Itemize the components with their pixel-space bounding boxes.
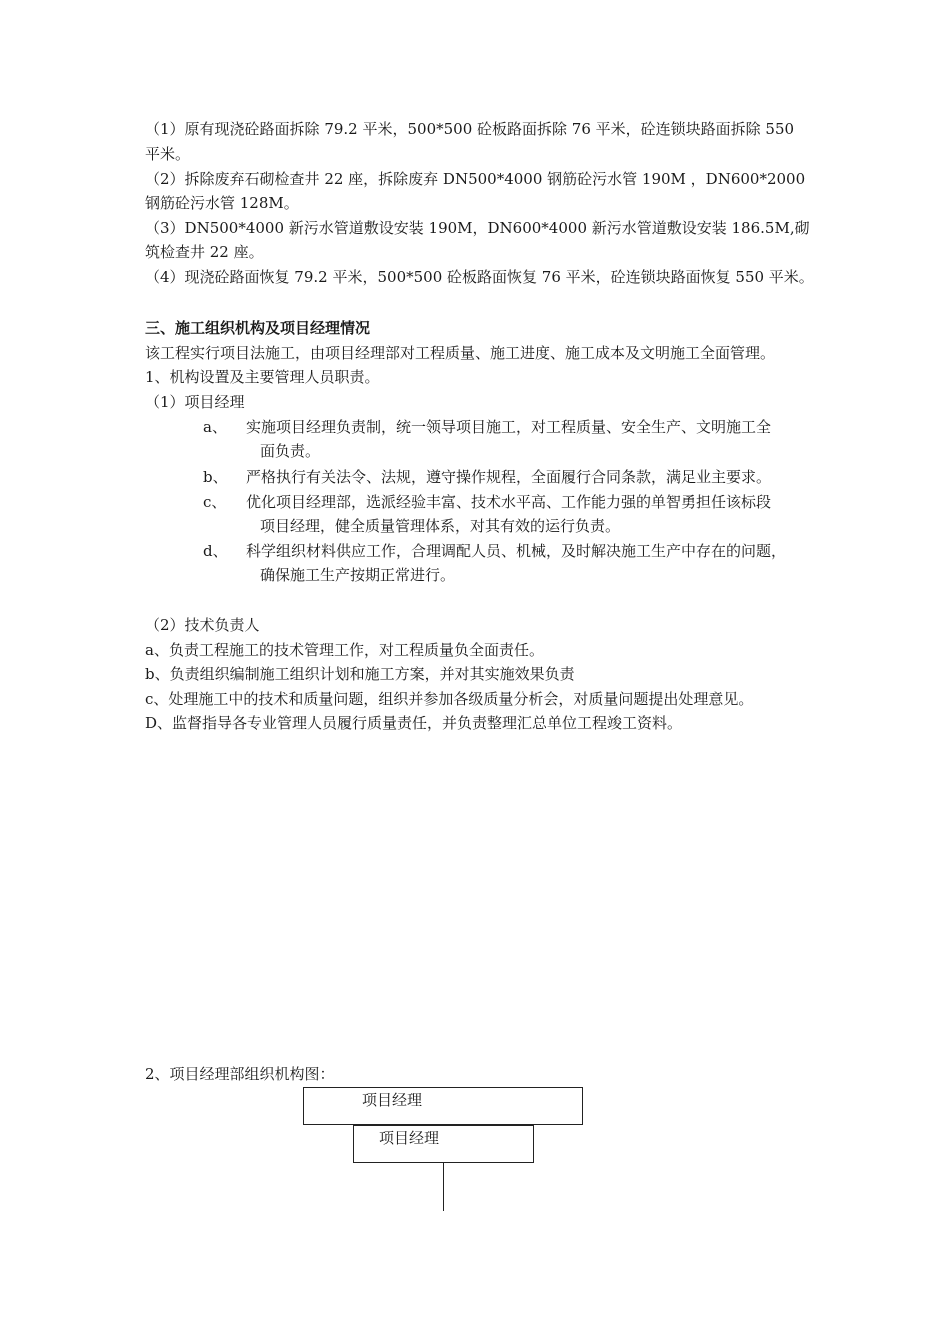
org-chart-top-box-label: 项目经理 <box>362 1091 423 1109</box>
list-marker: d、 <box>203 542 228 560</box>
work-item-3-line-1: （3）DN500*4000 新污水管道敷设安装 190M，DN600*4000 新污水管道敷设安装 186.5M,砌 <box>145 219 810 237</box>
tech-duty-c: c、处理施工中的技术和质量问题，组织并参加各级质量分析会，对质量问题提出处理意见。 <box>145 690 754 708</box>
tech-lead-title: （2）技术负责人 <box>145 616 260 634</box>
list-marker: a、 <box>203 418 227 436</box>
list-marker: b、 <box>203 468 228 486</box>
org-chart-second-box <box>353 1125 534 1163</box>
org-chart-top-box <box>303 1087 583 1125</box>
tech-duty-b: b、负责组织编制施工组织计划和施工方案，并对其实施效果负责 <box>145 665 575 683</box>
project-manager-title: （1）项目经理 <box>145 393 245 411</box>
org-chart-title: 2、项目经理部组织机构图： <box>145 1065 335 1083</box>
list-item-line-1: 优化项目经理部，选派经验丰富、技术水平高、工作能力强的单智勇担任该标段 <box>246 493 772 511</box>
list-item-line-2: 面负责。 <box>260 442 321 460</box>
section-intro: 该工程实行项目法施工，由项目经理部对工程质量、施工进度、施工成本及文明施工全面管理。 <box>145 344 776 362</box>
list-item-text <box>246 539 831 587</box>
org-chart-second-box-label: 项目经理 <box>379 1129 440 1147</box>
work-item-2-line-1: （2）拆除废弃石砌检查井 22 座，拆除废弃 DN500*4000 钢筋砼污水管 190M ，DN600*2000 <box>145 170 806 188</box>
list-item-line-1: 科学组织材料供应工作，合理调配人员、机械，及时解决施工生产中存在的问题， <box>246 542 787 560</box>
list-marker: c、 <box>203 493 227 511</box>
work-item-3-line-2: 筑检查井 22 座。 <box>145 243 264 261</box>
list-item-line-1: 实施项目经理负责制，统一领导项目施工，对工程质量、安全生产、文明施工全 <box>246 418 772 436</box>
subsection-1-title: 1、机构设置及主要管理人员职责。 <box>145 368 380 386</box>
work-item-4: （4）现浇砼路面恢复 79.2 平米，500*500 砼板路面恢复 76 平米，砼连锁块路面恢复 550 平米。 <box>145 268 814 286</box>
work-item-2-line-2: 钢筋砼污水管 128M。 <box>145 194 299 212</box>
list-item-text <box>246 490 831 538</box>
list-item-line-1: 严格执行有关法令、法规，遵守操作规程，全面履行合同条款，满足业主要求。 <box>246 468 772 486</box>
work-item-1-line-1: （1）原有现浇砼路面拆除 79.2 平米，500*500 砼板路面拆除 76 平米，砼连锁块路面拆除 550 <box>145 120 795 138</box>
section-heading: 三、施工组织机构及项目经理情况 <box>145 319 371 337</box>
list-item-line-2: 确保施工生产按期正常进行。 <box>260 566 456 584</box>
list-item-text <box>246 465 831 489</box>
list-item-text <box>246 415 831 463</box>
tech-duty-d: D、监督指导各专业管理人员履行质量责任，并负责整理汇总单位工程竣工资料。 <box>145 714 683 732</box>
work-item-1-line-2: 平米。 <box>145 145 191 163</box>
list-item-line-2: 项目经理，健全质量管理体系，对其有效的运行负责。 <box>260 517 621 535</box>
tech-duty-a: a、负责工程施工的技术管理工作，对工程质量负全面责任。 <box>145 641 544 659</box>
org-chart-connector-line <box>443 1163 444 1211</box>
